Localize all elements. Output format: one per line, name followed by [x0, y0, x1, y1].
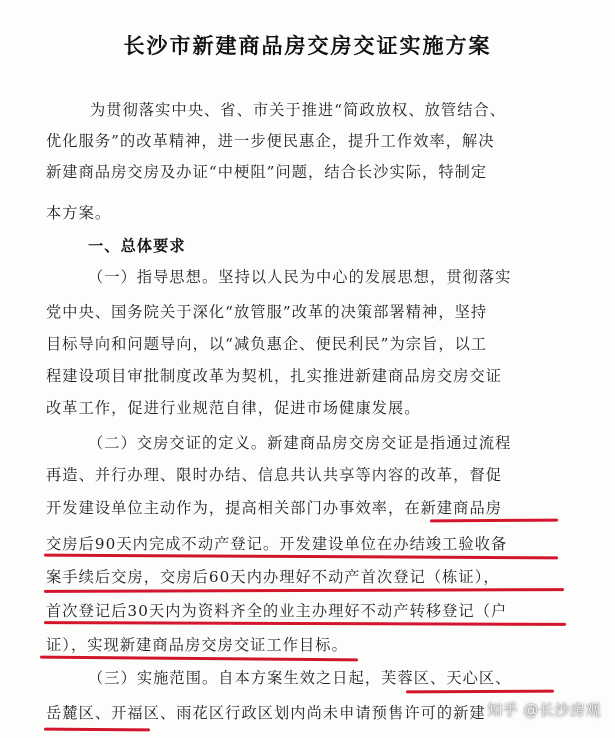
highlight-underline	[44, 621, 566, 626]
paragraph-line: 程建设项目审批制度改革为契机，扎实推进新建商品房交房交证	[46, 367, 503, 385]
paragraph-line: 证），实现新建商品房交房交证工作目标。	[46, 636, 348, 654]
section-heading: 一、总体要求	[88, 237, 186, 255]
paragraph-line: 为贯彻落实中央、省、市关于推进“简政放权、放管结合、	[90, 101, 507, 119]
paragraph-line: 再造、并行办理、限时办结、信息共认共享等内容的改革，督促	[46, 466, 503, 484]
highlight-underline	[40, 656, 358, 662]
paragraph-line: （二）交房交证的定义。新建商品房交房交证是指通过流程	[88, 434, 512, 452]
paragraph-line: 党中央、国务院关于深化“放管服”改革的决策部署精神，坚持	[46, 303, 488, 321]
highlight-underline	[44, 728, 150, 732]
paragraph-line: （一）指导思想。坚持以人民为中心的发展思想，贯彻落实	[88, 268, 512, 286]
highlight-underline	[406, 690, 554, 694]
paragraph-line: 优化服务”的改革精神，进一步便民惠企，提升工作效率，解决	[46, 132, 495, 150]
paragraph-line: 岳麓区、开福区、雨花区行政区划内尚未申请预售许可的新建	[46, 704, 486, 722]
paragraph-line: 新建商品房交房及办证“中梗阻”问题，结合长沙实际，特制定	[46, 163, 488, 181]
highlight-underline	[44, 588, 564, 593]
paragraph-line: 开发建设单位主动作为，提高相关部门办事效率，在新建商品房	[46, 499, 503, 517]
paragraph-line: 本方案。	[46, 204, 112, 222]
paragraph-line: 案手续后交房，交房后60天内办理好不动产首次登记（栋证），	[46, 568, 500, 586]
highlight-underline	[44, 554, 558, 560]
watermark: 知乎 @长沙房观	[487, 701, 601, 719]
paragraph-line: 目标导向和问题导向，以“减负惠企、便民利民”为宗旨，以工	[46, 335, 488, 353]
highlight-underline	[430, 519, 558, 523]
paragraph-line: （三）实施范围。自本方案生效之日起，芙蓉区、天心区、	[88, 669, 512, 687]
paragraph-line: 交房后90天内完成不动产登记。开发建设单位在办结竣工验收备	[46, 535, 508, 553]
paragraph-line: 首次登记后30天内为资料齐全的业主办理好不动产转移登记（户	[46, 602, 508, 620]
paragraph-line: 改革工作，促进行业规范自律，促进市场健康发展。	[46, 399, 421, 417]
document-title: 长沙市新建商品房交房交证实施方案	[123, 33, 492, 58]
